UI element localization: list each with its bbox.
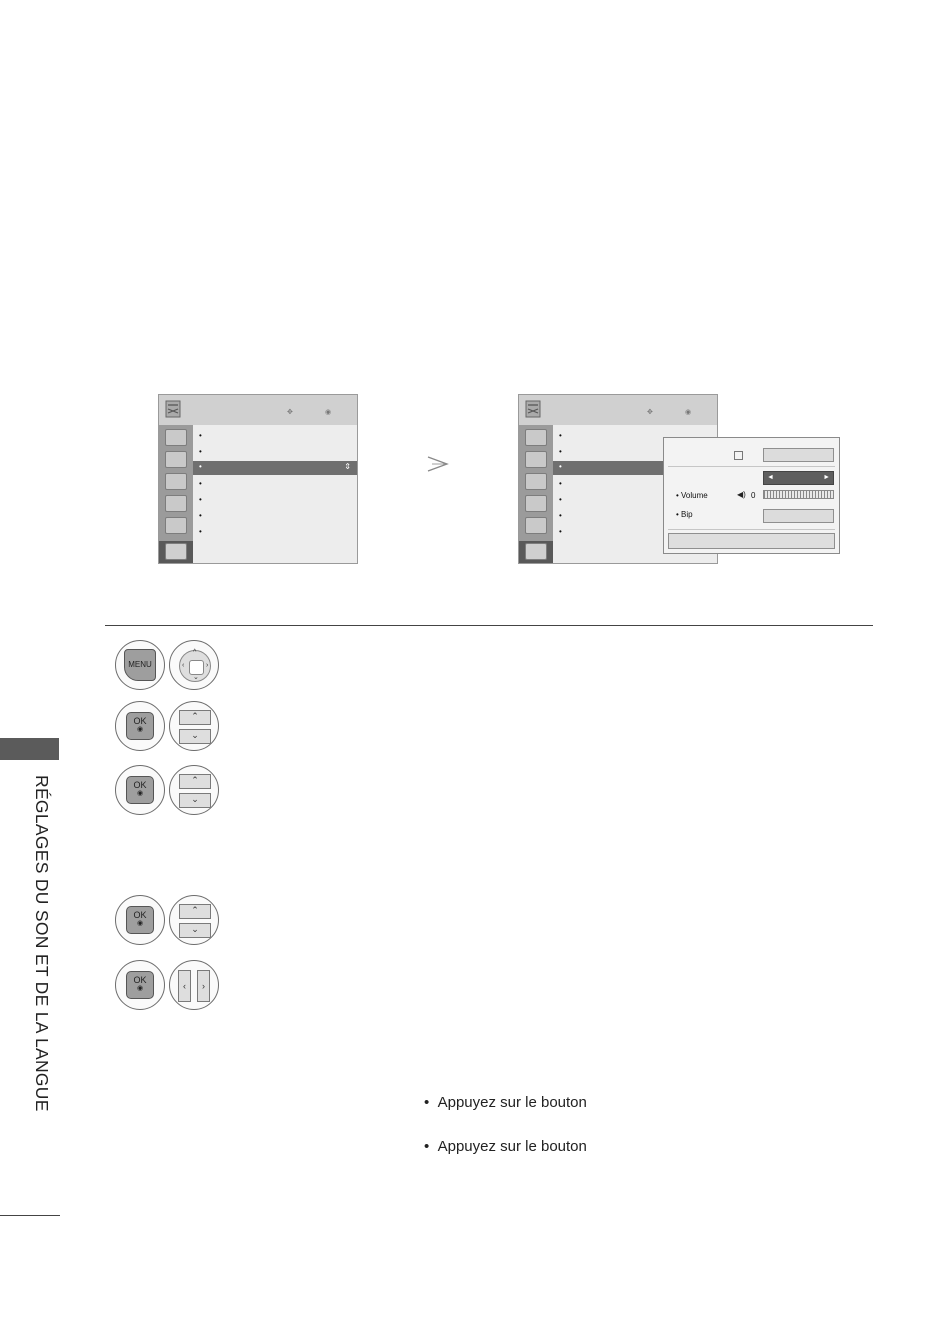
arrow-left-icon: ◄: [767, 474, 774, 481]
note-2: • Appuyez sur le bouton: [424, 1138, 587, 1155]
ok-button[interactable]: OK ◉: [126, 906, 154, 934]
list-item[interactable]: •: [199, 495, 202, 504]
separator: [668, 529, 835, 530]
list-item-selected[interactable]: •: [553, 461, 717, 475]
menu-nav: [159, 425, 193, 564]
nav-time-icon[interactable]: [525, 495, 547, 512]
list-item[interactable]: •: [199, 479, 202, 488]
ok-button-circle: [115, 765, 165, 815]
setup-icon: [165, 400, 181, 418]
move-hint-icon: ✥: [287, 409, 293, 416]
chevron-right-icon: ›: [206, 662, 209, 669]
up-button[interactable]: ⌃: [179, 774, 211, 789]
down-button[interactable]: ⌄: [179, 793, 211, 808]
down-button[interactable]: ⌄: [179, 923, 211, 938]
ok-button[interactable]: OK ◉: [126, 712, 154, 740]
menu-nav: [519, 425, 553, 564]
list-item[interactable]: •: [199, 511, 202, 520]
list-item[interactable]: •: [559, 447, 562, 456]
ok-button-circle: [115, 895, 165, 945]
volume-value: 0: [751, 491, 756, 500]
list-item[interactable]: •: [559, 511, 562, 520]
info-icon: [734, 451, 743, 460]
chapter-title: RÉGLAGES DU SON ET DE LA LANGUE: [32, 775, 52, 1112]
menu-button-circle: [115, 640, 165, 690]
setup-icon: [525, 400, 541, 418]
chapter-tab: [0, 738, 59, 760]
list-item[interactable]: •: [559, 495, 562, 504]
chevron-left-icon: ‹: [182, 662, 185, 669]
footer-line: [0, 1215, 60, 1216]
speaker-icon: ◀): [737, 490, 746, 499]
left-button[interactable]: ‹: [178, 970, 191, 1002]
bip-label: • Bip: [676, 510, 693, 519]
list-item[interactable]: •: [199, 527, 202, 536]
updown-circle: [169, 701, 219, 751]
menu-header: [519, 395, 717, 426]
nav-lock-icon[interactable]: [165, 517, 187, 534]
chevron-down-icon: ⌄: [193, 674, 199, 681]
list-item[interactable]: •: [559, 431, 562, 440]
leftright-circle: [169, 960, 219, 1010]
arrow-right-icon: ►: [823, 474, 830, 481]
nav-time-icon[interactable]: [165, 495, 187, 512]
nav-lock-icon[interactable]: [525, 517, 547, 534]
next-arrow-icon: [426, 455, 450, 473]
ok-hint-icon: ◉: [685, 409, 692, 416]
bip-field[interactable]: [763, 509, 834, 523]
right-button[interactable]: ›: [197, 970, 210, 1002]
ok-button[interactable]: OK ◉: [126, 971, 154, 999]
popup-selector[interactable]: [763, 471, 834, 485]
move-hint-icon: ✥: [647, 409, 653, 416]
ok-button-circle: [115, 701, 165, 751]
list-item-selected[interactable]: • ⇕: [193, 461, 357, 475]
setup-menu-screenshot: [158, 394, 358, 564]
up-button[interactable]: ⌃: [179, 904, 211, 919]
nav-antenna-icon[interactable]: [525, 429, 547, 446]
ok-hint-icon: ◉: [325, 409, 332, 416]
list-item[interactable]: •: [199, 447, 202, 456]
note-1: • Appuyez sur le bouton: [424, 1094, 587, 1111]
down-button[interactable]: ⌄: [179, 729, 211, 744]
menu-list: [193, 425, 357, 563]
popup-close-button[interactable]: [668, 533, 835, 549]
nav-pad-circle: [169, 640, 219, 690]
nav-audio-icon[interactable]: [165, 473, 187, 490]
nav-picture-icon[interactable]: [525, 451, 547, 468]
popup-field-top[interactable]: [763, 448, 834, 462]
ok-button-circle: [115, 960, 165, 1010]
audio-popup: [663, 437, 840, 554]
separator: [668, 466, 835, 467]
list-item[interactable]: •: [559, 527, 562, 536]
ok-button[interactable]: OK ◉: [126, 776, 154, 804]
nav-option-icon[interactable]: [525, 543, 547, 560]
menu-header: [159, 395, 357, 426]
nav-antenna-icon[interactable]: [165, 429, 187, 446]
enter-icon: ⇕: [344, 462, 351, 471]
volume-label: • Volume: [676, 491, 708, 500]
nav-audio-icon[interactable]: [525, 473, 547, 490]
nav-option-icon[interactable]: [165, 543, 187, 560]
menu-button[interactable]: MENU: [124, 649, 156, 681]
list-item[interactable]: •: [559, 479, 562, 488]
section-divider: [105, 625, 873, 626]
updown-circle: [169, 895, 219, 945]
list-item[interactable]: •: [199, 431, 202, 440]
updown-circle: [169, 765, 219, 815]
volume-slider[interactable]: [763, 490, 834, 499]
chevron-up-icon: ^: [193, 649, 197, 656]
nav-picture-icon[interactable]: [165, 451, 187, 468]
nav-pad[interactable]: [179, 650, 211, 682]
up-button[interactable]: ⌃: [179, 710, 211, 725]
